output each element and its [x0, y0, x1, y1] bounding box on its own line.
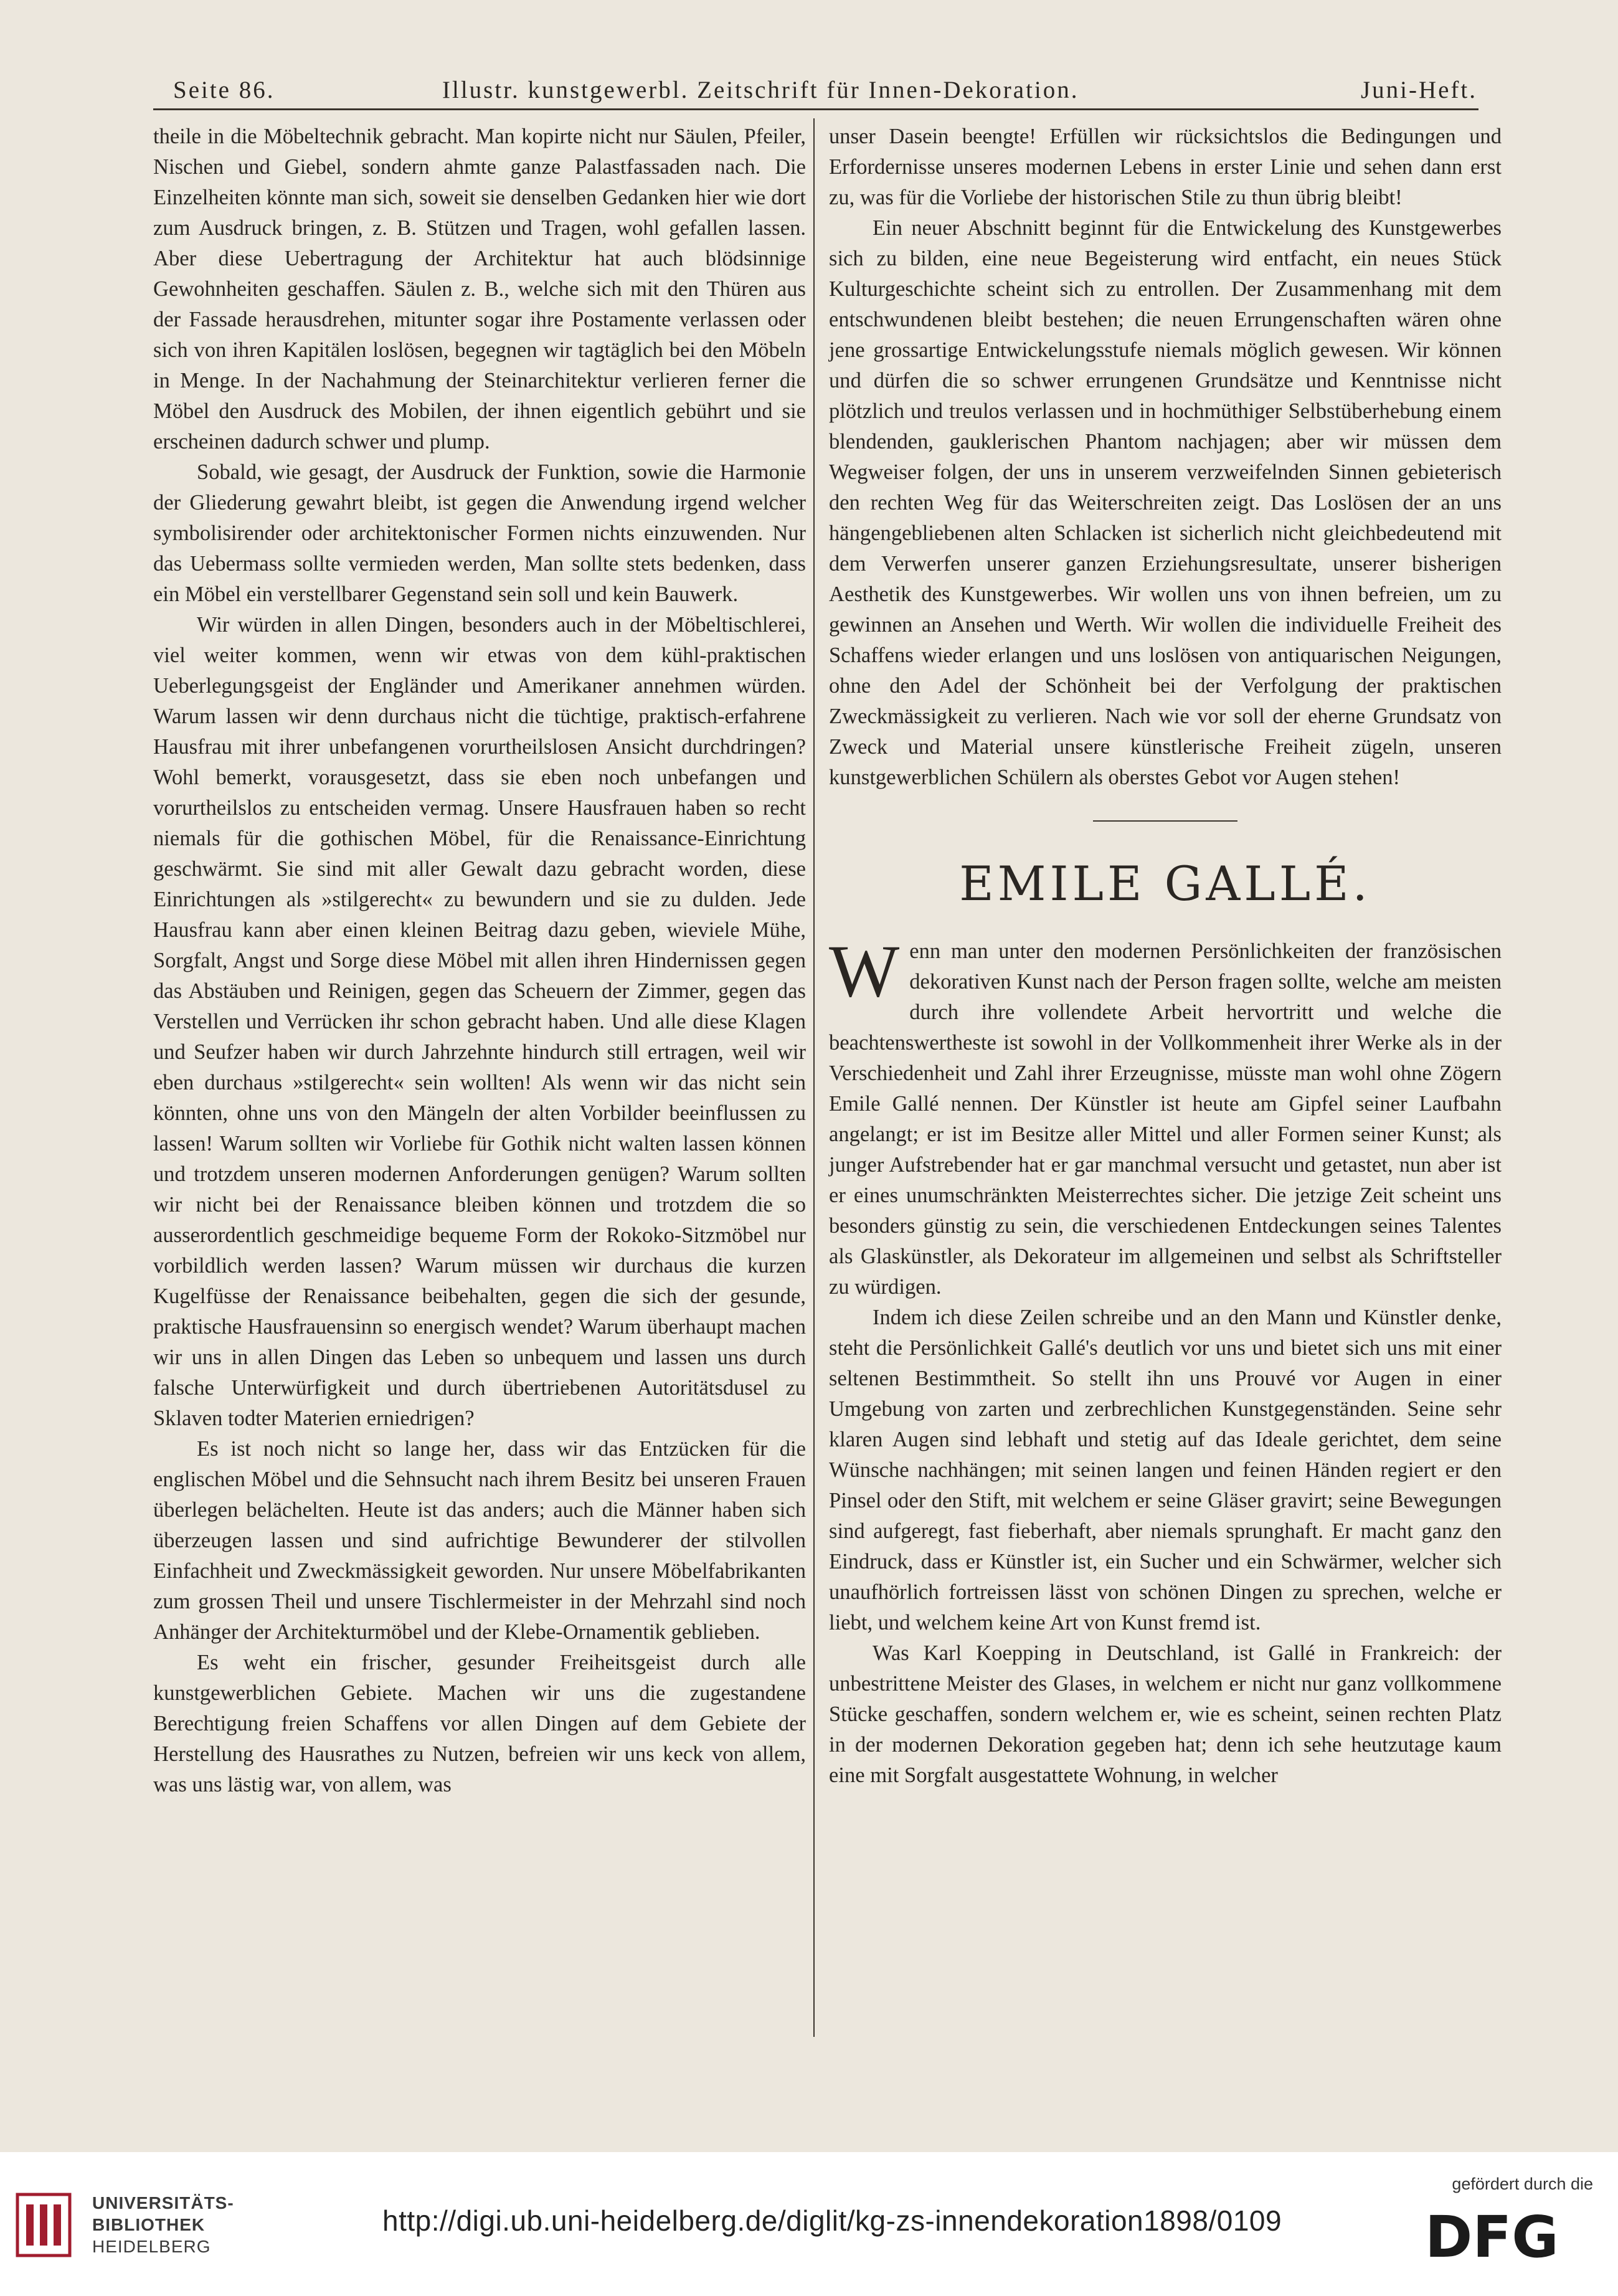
issue-label: Juni-Heft. [1360, 77, 1477, 103]
permalink[interactable]: http://digi.ub.uni-heidelberg.de/diglit/kg-zs-innendekoration1898/0109 [382, 2204, 1282, 2237]
library-name: UNIVERSITÄTS- BIBLIOTHEK HEIDELBERG [92, 2193, 234, 2256]
column-divider [813, 118, 815, 2037]
article-first-text: enn man unter den modernen Persönlichkeiten der französischen dekorativen Kunst nach der Person fragen sollte, welche am meisten durch ihre vollendete Arbeit hervortritt und welche die beachtenswertheste ist sowohl in der Vollkommenheit ihrer Werke als in der Verschiedenheit und Zahl ihrer Erzeugnisse, müsste man wohl ohne Zögern Emile Gallé nennen. Der Künstler ist heute am Gipfel seiner Laufbahn angelangt; er ist im Besitze aller Mittel und aller Formen seiner Kunst; als junger Aufstrebender hat er gar manchmal versucht und getastet, nun aber ist er eines unumschränkten Meisterrechtes sicher. Die jetzige Zeit scheint uns besonders günstig zu sein, die verschiedenen Entdeckungen seines Talentes als Glaskünstler, als Dekorateur im allgemeinen und selbst als Schriftsteller zu würdigen. [829, 939, 1502, 1299]
paragraph: Indem ich diese Zeilen schreibe und an den Mann und Künstler denke, steht die Persönlichkeit Gallé's deutlich vor uns und bietet sich uns mit einer seltenen Bestimmtheit. So stellt ihn uns Prouvé vor Augen in einer Umgebung von zarten und zerbrechlichen Kunstgegenständen. Seine sehr klaren Augen sind lebhaft und stetig auf das Ideale gerichtet, dem seine Wünsche nachhängen; mit seinen langen und feinen Händen regiert er den Pinsel oder den Stift, mit welchem er seine Gläser gravirt; seine Bewegungen sind aufgeregt, fast fieberhaft, aber niemals sprunghaft. Er macht ganz den Eindruck, dass er Künstler ist, ein Sucher und ein Schwärmer, welcher sich unaufhörlich fortreissen lässt von schönen Dingen zu sprechen, welche er liebt, und welchem keine Art von Kunst fremd ist. [829, 1306, 1502, 1634]
paragraph: Sobald, wie gesagt, der Ausdruck der Funktion, sowie die Harmonie der Gliederung gewahrt bleibt, ist gegen die Anwendung irgend welcher symbolisirender oder architektonischer Formen nichts einzuwenden. Nur das Uebermass sollte vermieden werden, Man sollte stets bedenken, dass ein Möbel ein verstellbarer Gegenstand sein soll und kein Bauwerk. [153, 460, 806, 606]
paragraph: Ein neuer Abschnitt beginnt für die Entwickelung des Kunstgewerbes sich zu bilden, eine neue Begeisterung wird entfacht, ein neues Stück Kulturgeschichte scheint sich zu entrollen. Der Zusammenhang mit dem entschwundenen bleibt bestehen; die neuen Errungenschaften wären ohne jene grossartige Entwickelungsstufe niemals möglich gewesen. Wir können und dürfen die so schwer errungenen Grundsätze und Kenntnisse nicht plötzlich und treulos verlassen und in hochmüthiger Selbstüberhebung einem blendenden, gauklerischen Phantom nachjagen; aber wir müssen dem Wegweiser folgen, der uns in unserem verzweifelnden Sinnen gebieterisch den rechten Weg für das Weiterschreiten zeigt. Das Loslösen der an uns hängengebliebenen alten Schlacken ist sicherlich nicht gleichbedeutend mit dem Verwerfen unserer ganzen Erziehungsresultate, unserer bisherigen Aesthetik des Kunstgewerbes. Wir wollen uns von ihnen befreien, um zu gewinnen an Ansehen und Werth. Wir wollen die individuelle Freiheit des Schaffens wieder erlangen und uns loslösen von antiquarischen Neigungen, ohne den Adel der Schönheit bei der Verfolgung der praktischen Zweckmässigkeit zu verlieren. Nach wie vor soll der eherne Grundsatz von Zweck und Material unsere künstlerische Freiheit zügeln, unseren kunstgewerblichen Schülern als oberstes Gebot vor Augen stehen! [829, 216, 1502, 789]
digitization-footer [0, 2152, 1618, 2296]
paragraph: Es ist noch nicht so lange her, dass wir das Entzücken für die englischen Möbel und die Sehnsucht nach ihrem Besitz bei unseren Frauen überlegen belächelten. Heute ist das anders; auch die Männer haben sich überzeugen lassen und sind aufrichtige Bewunderer der stilvollen Einfachheit und Zweckmässigkeit geworden. Nur unsere Möbelfabrikanten zum grossen Theil und unsere Tischlermeister in der Mehrzahl sind noch Anhänger der Architekturmöbel und der Klebe-Ornamentik geblieben. [153, 1437, 806, 1644]
article-first-paragraph [829, 929, 1502, 1302]
paragraph: Wir würden in allen Dingen, besonders auch in der Möbeltischlerei, viel weiter kommen, wenn wir etwas von dem kühl-praktischen Ueberlegungsgeist der Engländer und Amerikaner annehmen würden. Warum lassen wir denn durchaus nicht die tüchtige, praktisch-erfahrene Hausfrau mit ihrer unbefangenen vorurtheilslosen Ansicht durchdringen? Wohl bemerkt, vorausgesetzt, dass sie eben noch unbefangen und vorurtheilslos zu entscheiden vermag. Unsere Hausfrauen haben so recht niemals für die gothischen Möbel, für die Renaissance-Einrichtung geschwärmt. Sie sind mit aller Gewalt dazu gebracht worden, diese Einrichtungen als »stilgerecht« zu bewundern und sie zu dulden. Jede Hausfrau kann aber einen kleinen Beitrag dazu geben, wieviele Mühe, Sorgfalt, Angst und Sorge diese Möbel mit allen ihren Hindernissen gegen das Abstäuben und Reinigen, gegen das Scheuern der Zimmer, gegen das Verstellen und Verrücken ihr schon gebracht haben. Und alle diese Klagen und Seufzer haben wir durch Jahrzehnte hindurch still ertragen, weil wir eben durchaus »stilgerecht« sein wollten! Als wenn wir das nicht sein könnten, ohne uns von den Mängeln der alten Vorbilder beeinflussen zu lassen! Warum sollten wir Vorliebe für Gothik nicht walten lassen können und trotzdem unseren modernen Anforderungen genügen? Warum sollten wir nicht bei der Renaissance bleiben können und trotzdem die so ausserordentlich geschmeidige bequeme Form der Rokoko-Sitzmöbel nur vorbildlich werden lassen? Warum müssen wir durchaus die kurzen Kugelfüsse der Renaissance beibehalten, gegen die sich der gesunde, praktische Hausfrauensinn so energisch wendet? Warum überhaupt machen wir uns in allen Dingen das Leben so unbequem und lassen uns durch falsche Unterwürfigkeit und durch übertriebenen Autoritätsdusel zu Sklaven todter Materien erniedrigen? [153, 613, 806, 1430]
header-rule [153, 108, 1478, 110]
section-separator [1093, 820, 1237, 822]
right-column [829, 121, 1502, 1791]
running-header [156, 70, 1477, 107]
paragraph: theile in die Möbeltechnik gebracht. Man kopirte nicht nur Säulen, Pfeiler, Nischen und Giebel, sondern ahmte ganze Palastfassaden nach. Die Einzelheiten könnte man sich, soweit sie denselben Gedanken hier wie dort zum Ausdruck bringen, z. B. Stützen und Tragen, wohl gefallen lassen. Aber diese Uebertragung der Architektur hat auch blödsinnige Gewohnheiten geschaffen. Säulen z. B., welche sich mit den Thüren aus der Fassade herausdrehen, mitunter sogar ihre Postamente verlassen oder sich von ihren Kapitälen loslösen, begegnen wir tagtäglich bei den Möbeln in Menge. In der Nachahmung der Steinarchitektur verlieren ferner die Möbel den Ausdruck des Mobilen, der ihnen eigentlich gebührt und sie erscheinen dadurch schwer und plump. [153, 125, 806, 453]
left-column [153, 121, 806, 1800]
paragraph: Was Karl Koepping in Deutschland, ist Gallé in Frankreich: der unbestrittene Meister des Glases, in welchem er nicht nur ganz vollkommene Stücke geschaffen, sondern welchem er, wie es scheint, seinen rechten Platz in der modernen Dekoration gegeben hat; denn ich sehe heutzutage kaum eine mit Sorgfalt ausgestattete Wohnung, in welcher [829, 1641, 1502, 1787]
paragraph: Es weht ein frischer, gesunder Freiheitsgeist durch alle kunstgewerblichen Gebiete. Machen wir uns die zugestandene Berechtigung freien Schaffens vor allen Dingen auf dem Gebiete der Herstellung des Hausrathes zu Nutzen, befreien wir uns keck von allem, was uns lästig war, von allem, was [153, 1651, 806, 1796]
page-number: Seite 86. [173, 77, 275, 103]
article-title: EMILE GALLÉ. [959, 856, 1371, 911]
journal-title: Illustr. kunstgewerbl. Zeitschrift für Innen-Dekoration. [442, 77, 1079, 103]
paragraph: unser Dasein beengte! Erfüllen wir rücksichtslos die Bedingungen und Erfordernisse unseres modernen Lebens in erster Linie und sehen dann erst zu, was für die Vorliebe der historischen Stile zu thun übrig bleibt! [829, 125, 1502, 209]
drop-cap: W [829, 929, 900, 1012]
dfg-logo-text: DFG [1425, 2207, 1559, 2262]
university-library-logo-icon [12, 2191, 75, 2259]
funding-note: gefördert durch die [1452, 2175, 1593, 2193]
dfg-logo-icon [1425, 2207, 1593, 2262]
